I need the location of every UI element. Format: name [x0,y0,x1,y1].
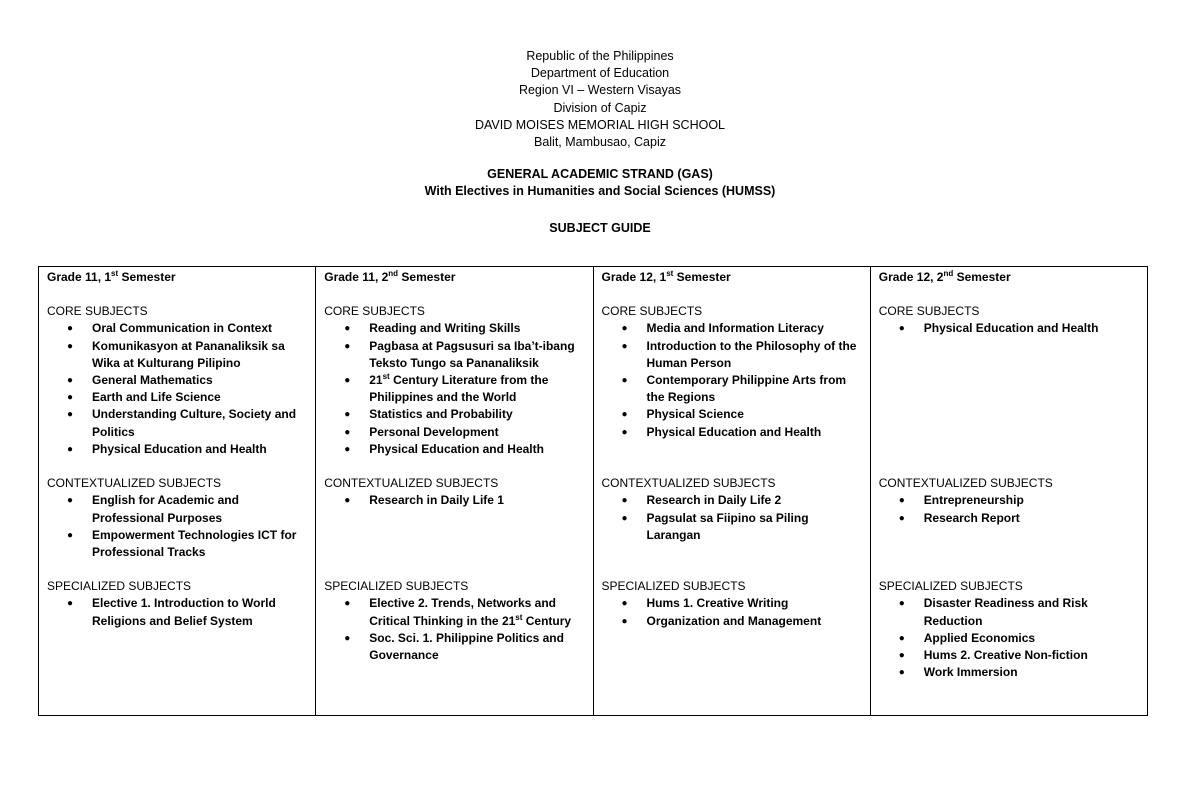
semester-label: Semester [673,270,731,284]
list-item [47,338,307,372]
subject-label: Physical Education and Health [923,321,1099,336]
contextualized-subjects-heading: CONTEXTUALIZED SUBJECTS [601,476,776,491]
strand-title: GENERAL ACADEMIC STRAND (GAS) [487,167,713,182]
list-item [879,320,1139,337]
core-subjects-list [879,320,1139,337]
specialized-subjects-section [879,578,1139,681]
subject-label: Introduction to the Philosophy of the Human Person [646,338,857,370]
subject-label: Physical Education and Health [369,441,544,456]
semester-column [593,267,870,716]
subject-label: Research in Daily Life 1 [369,493,504,508]
semester-label: Semester [398,270,456,284]
bullet-icon: ● [67,598,74,610]
specialized-subjects-section [324,578,584,664]
semester-title [324,269,584,286]
list-item [602,510,862,544]
contextualized-subjects-list [879,492,1139,526]
list-item [47,320,307,337]
core-subjects-section [324,303,584,475]
header-line-republic: Republic of the Philippines [526,49,674,63]
core-subjects-section [47,303,307,475]
contextualized-subjects-section [602,475,862,578]
bullet-icon: ● [898,650,905,662]
core-subjects-heading: CORE SUBJECTS [324,304,425,319]
list-item [602,338,862,372]
list-item [47,441,307,458]
bullet-icon: ● [344,323,351,335]
list-item [879,595,1139,629]
header-line-school: DAVID MOISES MEMORIAL HIGH SCHOOL [474,117,726,132]
subject-label: Physical Science [646,407,744,422]
bullet-icon: ● [67,443,74,455]
list-item [47,406,307,440]
list-item [602,595,862,612]
list-item [602,406,862,423]
bullet-icon: ● [898,323,905,335]
header-line-division: Division of Capiz [553,100,647,115]
bullet-icon: ● [344,598,351,610]
list-item [47,372,307,389]
subject-label: Hums 1. Creative Writing [646,596,789,611]
subject-label: General Mathematics [92,373,213,388]
bullet-icon: ● [898,667,905,679]
subject-label: Physical Education and Health [92,441,267,456]
subject-label: Komunikasyon at Pananaliksik sa Wika at Kulturang Pilipino [92,338,285,370]
list-item [324,595,584,629]
bullet-icon: ● [344,632,351,644]
semester-column [316,267,593,716]
core-subjects-heading: CORE SUBJECTS [878,304,980,319]
specialized-subjects-list [879,595,1139,681]
subject-label: Elective 2. Trends, Networks and Critical Thinking in the 21st Century [369,596,572,628]
semester-column [39,267,316,716]
specialized-subjects-heading: SPECIALIZED SUBJECTS [878,579,1023,594]
grade-label: Grade 11, 1 [47,270,112,284]
semester-label: Semester [118,270,176,284]
bullet-icon: ● [621,340,628,352]
list-item [879,664,1139,681]
core-subjects-list [602,320,862,440]
subject-label: Organization and Management [646,613,822,628]
grade-label: Grade 12, 1 [601,270,667,284]
list-item [47,389,307,406]
bullet-icon: ● [621,323,628,335]
contextualized-subjects-section [324,475,584,578]
list-item [47,595,307,629]
contextualized-subjects-heading: CONTEXTUALIZED SUBJECTS [878,476,1053,491]
ordinal-suffix: nd [388,269,399,278]
core-subjects-heading: CORE SUBJECTS [47,304,148,319]
list-item [324,424,584,441]
subject-label: Elective 1. Introduction to World Religions and Belief System [92,596,276,628]
list-item [47,492,307,526]
bullet-icon: ● [67,529,74,541]
subject-label: Applied Economics [923,630,1036,645]
list-item [324,630,584,664]
contextualized-subjects-list [602,492,862,544]
bullet-icon: ● [621,495,628,507]
document-header [0,48,1200,201]
subject-label: Reading and Writing Skills [369,321,521,336]
subject-label: Contemporary Philippine Arts from the Regions [646,373,847,405]
bullet-icon: ● [621,409,628,421]
subject-label: Statistics and Probability [369,407,513,422]
bullet-icon: ● [344,409,351,421]
list-item [324,492,584,509]
header-line-address: Balit, Mambusao, Capiz [533,135,666,150]
contextualized-subjects-heading: CONTEXTUALIZED SUBJECTS [47,476,222,491]
specialized-subjects-heading: SPECIALIZED SUBJECTS [324,579,469,594]
subject-label: Pagbasa at Pagsusuri sa Iba’t-ibang Teksto Tungo sa Pananaliksik [369,338,575,370]
list-item [879,492,1139,509]
semester-title [47,269,307,286]
specialized-subjects-section [47,578,307,630]
subject-label: Hums 2. Creative Non-fiction [923,648,1088,663]
contextualized-subjects-list [324,492,584,509]
ordinal-suffix: nd [943,269,954,278]
specialized-subjects-list [47,595,307,629]
semester-column [870,267,1147,716]
core-subjects-list [47,320,307,458]
header-line-department: Department of Education [530,66,670,81]
subject-label: Media and Information Literacy [646,321,824,336]
subject-label: Research Report [923,510,1020,525]
bullet-icon: ● [67,392,74,404]
contextualized-subjects-section [47,475,307,578]
ordinal-suffix: st [666,269,674,278]
bullet-icon: ● [344,426,351,438]
bullet-icon: ● [621,375,628,387]
list-item [324,441,584,458]
specialized-subjects-section [602,578,862,630]
list-item [324,320,584,337]
subject-label: English for Academic and Professional Purposes [92,493,239,525]
semester-label: Semester [953,270,1011,284]
subject-label: Entrepreneurship [923,493,1024,508]
bullet-icon: ● [898,598,905,610]
list-item [602,424,862,441]
core-subjects-section [602,303,862,475]
list-item [47,527,307,561]
list-item [324,338,584,372]
core-subjects-section [879,303,1139,475]
bullet-icon: ● [67,323,74,335]
bullet-icon: ● [898,495,905,507]
contextualized-subjects-heading: CONTEXTUALIZED SUBJECTS [324,476,499,491]
list-item [602,372,862,406]
list-item [324,372,584,406]
contextualized-subjects-section [879,475,1139,578]
list-item [879,647,1139,664]
subject-label: Pagsulat sa Fiipino sa Piling Larangan [646,510,809,542]
subject-label: 21st Century Literature from the Philippines and the World [369,372,549,405]
subject-label: Personal Development [369,424,499,439]
list-item [602,613,862,630]
bullet-icon: ● [621,512,628,524]
specialized-subjects-heading: SPECIALIZED SUBJECTS [601,579,746,594]
subject-label: Work Immersion [923,665,1018,680]
core-subjects-list [324,320,584,458]
bullet-icon: ● [344,443,351,455]
bullet-icon: ● [344,340,351,352]
list-item [879,630,1139,647]
contextualized-subjects-list [47,492,307,561]
bullet-icon: ● [67,495,74,507]
grade-label: Grade 11, 2 [324,270,389,284]
bullet-icon: ● [621,426,628,438]
list-item [602,492,862,509]
bullet-icon: ● [898,632,905,644]
bullet-icon: ● [621,598,628,610]
subject-guide-table [38,266,1148,716]
electives-subtitle: With Electives in Humanities and Social Sciences (HUMSS) [424,184,776,199]
subject-label: Understanding Culture, Society and Politics [92,407,297,439]
specialized-subjects-list [602,595,862,629]
specialized-subjects-list [324,595,584,664]
bullet-icon: ● [898,512,905,524]
subject-label: Soc. Sci. 1. Philippine Politics and Governance [369,630,564,663]
bullet-icon: ● [67,375,74,387]
subject-label: Physical Education and Health [646,424,822,439]
semester-title [602,269,862,286]
bullet-icon: ● [67,409,74,421]
subject-label: Disaster Readiness and Risk Reduction [923,596,1088,628]
list-item [324,406,584,423]
semester-title [879,269,1139,286]
list-item [602,320,862,337]
subject-label: Earth and Life Science [92,390,221,405]
header-line-region: Region VI – Western Visayas [518,83,682,98]
subject-guide-title: SUBJECT GUIDE [549,221,651,235]
core-subjects-heading: CORE SUBJECTS [601,304,703,319]
grade-label: Grade 12, 2 [878,270,944,284]
specialized-subjects-heading: SPECIALIZED SUBJECTS [47,579,192,594]
list-item [879,510,1139,527]
bullet-icon: ● [621,615,628,627]
ordinal-suffix: st [111,269,119,278]
bullet-icon: ● [344,375,351,387]
bullet-icon: ● [344,495,351,507]
bullet-icon: ● [67,340,74,352]
subject-label: Research in Daily Life 2 [646,493,782,508]
subject-label: Oral Communication in Context [92,321,273,336]
subject-label: Empowerment Technologies ICT for Professional Tracks [92,527,297,560]
